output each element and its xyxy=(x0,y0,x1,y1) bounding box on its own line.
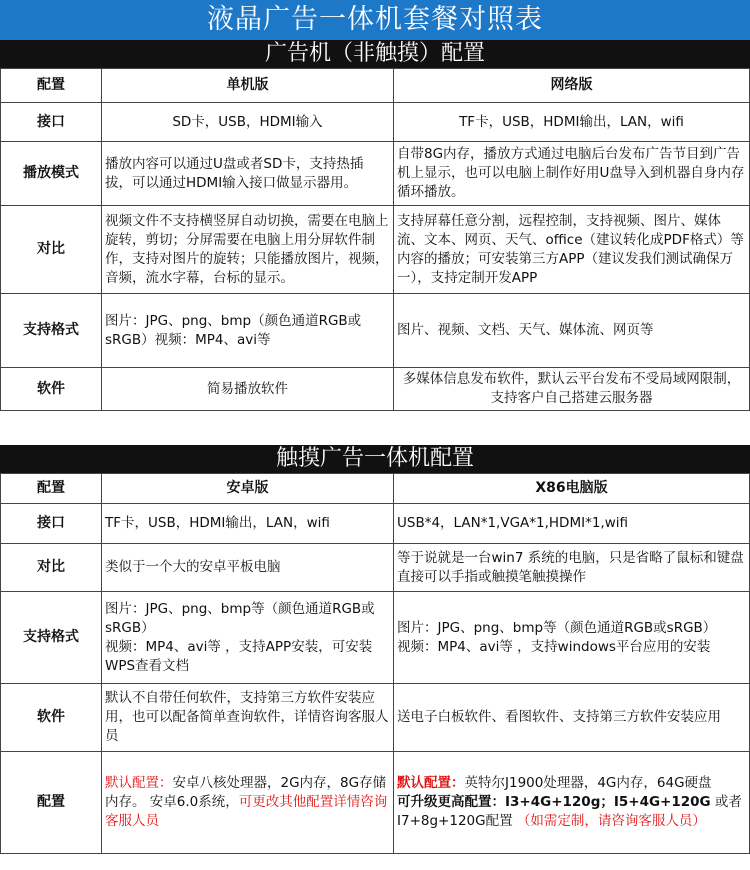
cell-line: 视频：MP4、avi等 ，支持APP安装，可安装WPS查看文档 xyxy=(105,638,373,674)
cell: 默认不自带任何软件，支持第三方软件安装应用，也可以配备简单查询软件，详情咨询客服人员 xyxy=(102,684,394,752)
cell: 视频文件不支持横竖屏自动切换，需要在电脑上旋转，剪切；分屏需要在电脑上用分屏软件制作，支持对图片的旋转；只能播放图片，视频，音频，流水字幕，台标的显示。 xyxy=(102,206,394,294)
table-row xyxy=(1,752,750,854)
touch-config-table xyxy=(0,473,750,854)
upgrade-config: 可升级更高配置：I3+4G+120g；I5+4G+120G xyxy=(397,794,711,810)
cell: 多媒体信息发布软件，默认云平台发布不受局域网限制，支持客户自己搭建云服务器 xyxy=(394,368,750,411)
cell: TF卡，USB，HDMI输出，LAN，wifi xyxy=(394,103,750,142)
cell xyxy=(394,592,750,684)
cell: SD卡，USB，HDMI输入 xyxy=(102,103,394,142)
cell: 图片、视频、文档、天气、媒体流、网页等 xyxy=(394,294,750,368)
row-label: 播放模式 xyxy=(1,142,102,206)
default-config-label: 默认配置： xyxy=(105,775,173,791)
cell: 等于说就是一台win7 系统的电脑，只是省略了鼠标和键盘直接可以手指或触摸笔触摸操作 xyxy=(394,544,750,592)
col-header-x86: X86电脑版 xyxy=(394,474,750,504)
table-row xyxy=(1,206,750,294)
cell: 类似于一个大的安卓平板电脑 xyxy=(102,544,394,592)
cell: 自带8G内存，播放方式通过电脑后台发布广告节目到广告机上显示，也可以电脑上制作好用U盘导入到机器自身内存循环播放。 xyxy=(394,142,750,206)
cell xyxy=(394,752,750,854)
col-header-config: 配置 xyxy=(1,69,102,103)
contact-note: （如需定制，请咨询客服人员） xyxy=(516,813,706,829)
section-heading-non-touch: 广告机（非触摸）配置 xyxy=(0,40,750,68)
cell xyxy=(102,592,394,684)
config-text: 或者I7+8g+120G配置 xyxy=(397,794,742,829)
cell: USB*4，LAN*1,VGA*1,HDMI*1,wifi xyxy=(394,504,750,544)
cell: 图片：JPG、png、bmp（颜色通道RGB或sRGB）视频：MP4、avi等 xyxy=(102,294,394,368)
config-text: 安卓八核处理器，2G内存，8G存储内存。 安卓6.0系统， xyxy=(105,775,387,810)
config-text: 英特尔J1900处理器，4G内存，64G硬盘 xyxy=(464,775,712,791)
row-label: 接口 xyxy=(1,103,102,142)
cell-line: 图片：JPG、png、bmp等（颜色通道RGB或sRGB） xyxy=(105,600,375,636)
page-title: 液晶广告一体机套餐对照表 xyxy=(0,0,750,40)
row-label: 对比 xyxy=(1,544,102,592)
section-heading-touch: 触摸广告一体机配置 xyxy=(0,445,750,473)
table-row xyxy=(1,504,750,544)
row-label: 支持格式 xyxy=(1,294,102,368)
cell-line: 图片：JPG、png、bmp等（颜色通道RGB或sRGB） xyxy=(397,619,717,636)
cell: TF卡，USB，HDMI输出，LAN，wifi xyxy=(102,504,394,544)
cell: 简易播放软件 xyxy=(102,368,394,411)
row-label: 软件 xyxy=(1,368,102,411)
contact-note: 可更改其他配置详情咨询客服人员 xyxy=(105,794,388,829)
col-header-network: 网络版 xyxy=(394,69,750,103)
default-config-label: 默认配置： xyxy=(397,775,465,791)
table-row xyxy=(1,294,750,368)
table-row xyxy=(1,592,750,684)
table-row xyxy=(1,544,750,592)
cell xyxy=(102,752,394,854)
cell: 支持屏幕任意分割，远程控制，支持视频、图片、媒体流、文本、网页、天气、office（建议转化成PDF格式）等内容的播放；可安装第三方APP（建议发我们测试确保万一），支持定制开发APP xyxy=(394,206,750,294)
row-label: 支持格式 xyxy=(1,592,102,684)
row-label: 软件 xyxy=(1,684,102,752)
table-row xyxy=(1,103,750,142)
col-header-android: 安卓版 xyxy=(102,474,394,504)
col-header-config: 配置 xyxy=(1,474,102,504)
row-label: 对比 xyxy=(1,206,102,294)
row-label: 接口 xyxy=(1,504,102,544)
cell-line: 视频：MP4、avi等 ，支持windows平台应用的安装 xyxy=(397,638,711,655)
cell: 送电子白板软件、看图软件、支持第三方软件安装应用 xyxy=(394,684,750,752)
col-header-standalone: 单机版 xyxy=(102,69,394,103)
cell: 播放内容可以通过U盘或者SD卡，支持热插拔，可以通过HDMI输入接口做显示器用。 xyxy=(102,142,394,206)
table-header-row xyxy=(1,69,750,103)
table-row xyxy=(1,368,750,411)
non-touch-config-table xyxy=(0,68,750,411)
table-row xyxy=(1,684,750,752)
table-header-row xyxy=(1,474,750,504)
row-label: 配置 xyxy=(1,752,102,854)
table-row xyxy=(1,142,750,206)
